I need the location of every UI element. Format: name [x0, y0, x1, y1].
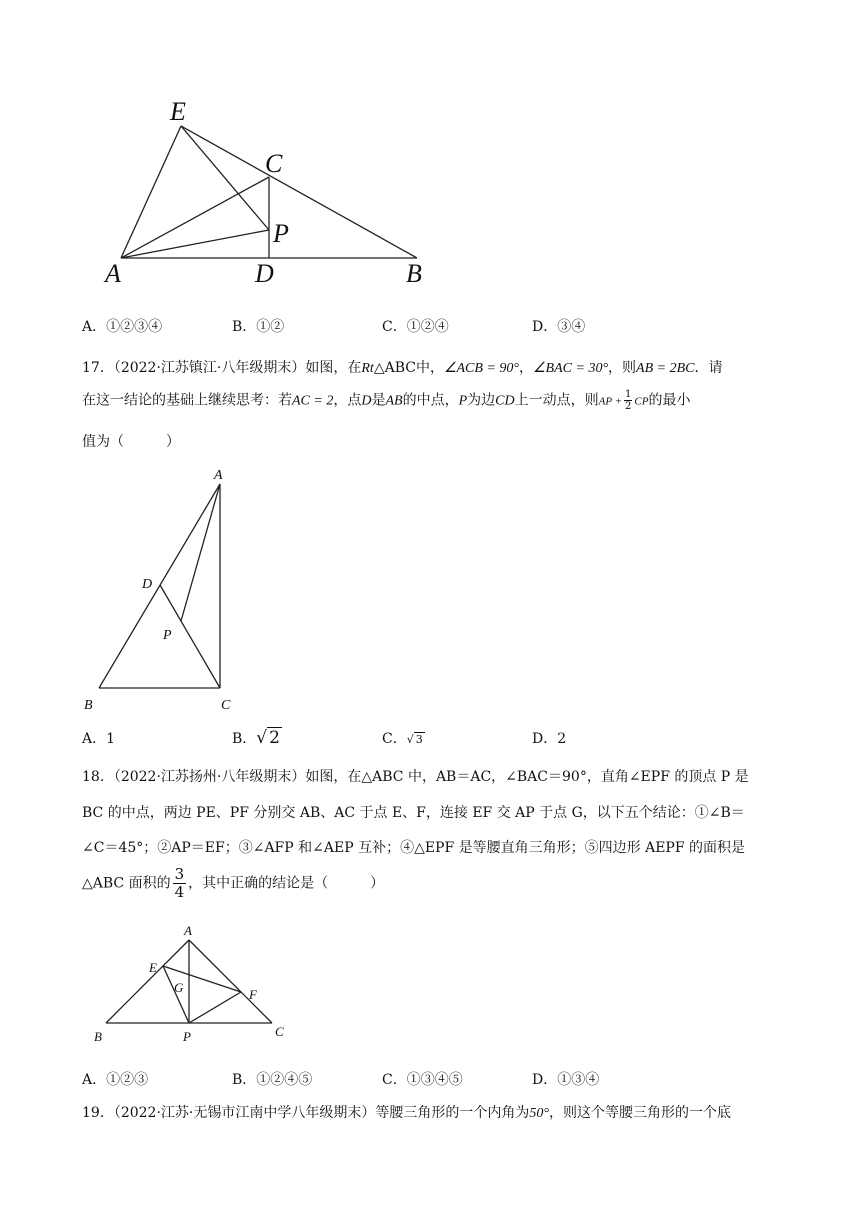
- q17-line-2: [82, 389, 782, 412]
- q17-option-b-radicand: 2: [269, 728, 280, 748]
- label-D: D: [142, 577, 153, 592]
- q17-line-3: [82, 432, 782, 452]
- figure-q16: [95, 90, 455, 290]
- q17-option-c-radicand: 3: [415, 733, 423, 746]
- label-A: A: [214, 468, 223, 483]
- q17-text: ．请: [694, 360, 723, 376]
- q17-text: 如图，在: [305, 360, 362, 376]
- q18-line-4: [82, 866, 782, 901]
- q19-text: ，则这个等腰三角形的一个底: [548, 1105, 731, 1121]
- q18-number: 18．: [82, 769, 114, 785]
- q19-angle: 50°: [529, 1106, 549, 1121]
- q17-triangle: △ABC: [373, 360, 416, 376]
- label-A: A: [105, 259, 121, 288]
- q17-segment: AB: [385, 393, 403, 409]
- label-E: E: [149, 960, 157, 975]
- q17-text: 中，: [415, 360, 444, 376]
- q17-condition: AB = 2BC: [636, 361, 695, 376]
- label-P: P: [183, 1029, 191, 1044]
- q18-text: ∠C＝45°；②AP＝EF；③∠AFP 和∠AEP 互补；④△EPF 是等腰直角三角形；⑤四边形 AEPF 的面积是: [82, 840, 746, 856]
- q17-text: 为边: [467, 392, 496, 409]
- figure-q17: [80, 462, 250, 717]
- figure-q17-lines: [99, 484, 220, 688]
- q19-source: （2022·江苏·无锡市江南中学八年级期末）: [113, 1105, 376, 1121]
- q17-option-b-prefix: B．: [232, 731, 257, 747]
- q16-option-b[interactable]: B．①②: [232, 319, 285, 335]
- q18-option-d[interactable]: D．①③④: [532, 1072, 600, 1088]
- q17-expression: AP +: [598, 395, 623, 408]
- q16-option-d[interactable]: D．③④: [532, 319, 586, 335]
- q18-fraction-numerator: 3: [174, 865, 185, 883]
- label-A: A: [184, 923, 192, 938]
- figure-q18-lines: [106, 940, 272, 1023]
- q18-fraction-denominator: 4: [174, 883, 185, 901]
- q17-condition: AC = 2: [292, 393, 334, 409]
- q18-source: （2022·江苏扬州·八年级期末）: [113, 769, 306, 785]
- q17-line-1: [82, 358, 782, 379]
- q16-option-c[interactable]: C．①②④: [382, 319, 449, 335]
- sqrt-2: √ 2: [256, 728, 280, 748]
- q17-text: 是: [371, 392, 386, 409]
- q16-option-a[interactable]: A．①②③④: [82, 319, 163, 335]
- q18-text: BC 的中点，两边 PE、PF 分别交 AB、AC 于点 E、F，连接 EF 交 AP 于点 G，以下五个结论：①∠B＝: [82, 805, 745, 821]
- q17-expression: CP: [634, 395, 649, 408]
- q17-option-b[interactable]: [232, 728, 282, 748]
- q17-point: P: [458, 393, 468, 409]
- label-B: B: [94, 1029, 102, 1044]
- q17-option-c-prefix: C．: [382, 731, 407, 747]
- label-B: B: [406, 259, 422, 288]
- label-C: C: [265, 149, 283, 178]
- q17-source: （2022·江苏镇江·八年级期末）: [113, 360, 306, 376]
- label-P: P: [163, 628, 172, 643]
- q18-line-2: [82, 803, 782, 823]
- q18-option-b[interactable]: B．①②④⑤: [232, 1072, 313, 1088]
- q19-text: 等腰三角形的一个内角为: [375, 1105, 530, 1121]
- label-C: C: [221, 698, 231, 713]
- q17-fraction: [624, 389, 632, 412]
- q17-number: 17．: [82, 360, 114, 376]
- sqrt-3: √ 3: [406, 733, 423, 746]
- label-P: P: [273, 219, 289, 248]
- q18-text: ，其中正确的结论是（ ）: [188, 875, 385, 892]
- label-D: D: [255, 259, 274, 288]
- q18-option-c[interactable]: C．①③④⑤: [382, 1072, 463, 1088]
- q19-line-1: [82, 1103, 782, 1124]
- q17-option-a[interactable]: A．1: [82, 731, 116, 747]
- q17-rt: Rt: [361, 361, 374, 376]
- q17-fraction-denominator: 2: [625, 401, 632, 412]
- q17-option-d[interactable]: D．2: [532, 731, 567, 747]
- q18-option-a[interactable]: A．①②③: [82, 1072, 149, 1088]
- label-E: E: [170, 97, 186, 126]
- figure-q16-lines: [121, 126, 417, 258]
- q18-line-1: [82, 767, 782, 787]
- q17-text: 的中点，: [402, 392, 459, 409]
- label-B: B: [84, 698, 93, 713]
- q17-sep: ，: [519, 360, 533, 376]
- q17-segment: CD: [495, 393, 515, 409]
- q17-text: 上一动点，则: [514, 392, 599, 409]
- q17-text: ，点: [333, 392, 362, 409]
- q17-text: 的最小: [648, 392, 691, 409]
- q17-option-c[interactable]: [382, 728, 425, 748]
- q19-number: 19．: [82, 1105, 114, 1121]
- q18-line-3: [82, 838, 782, 858]
- q17-condition: ∠ACB = 90°: [443, 361, 519, 376]
- figure-q18: [85, 920, 300, 1045]
- q18-fraction: [173, 866, 187, 901]
- label-F: F: [249, 987, 257, 1002]
- q17-condition: ∠BAC = 30°: [533, 361, 609, 376]
- q18-text: 如图，在△ABC 中，AB＝AC，∠BAC＝90°，直角∠EPF 的顶点 P 是: [305, 769, 749, 785]
- label-G: G: [174, 980, 184, 995]
- q18-text: △ABC 面积的: [82, 875, 171, 892]
- q17-answer-blank: 值为（ ）: [82, 434, 180, 450]
- q17-text: 在这一结论的基础上继续思考：若: [82, 392, 292, 409]
- q17-fraction-numerator: 1: [625, 389, 632, 400]
- q17-text: ，则: [608, 360, 637, 376]
- label-C: C: [275, 1024, 284, 1039]
- q17-point: D: [361, 393, 372, 409]
